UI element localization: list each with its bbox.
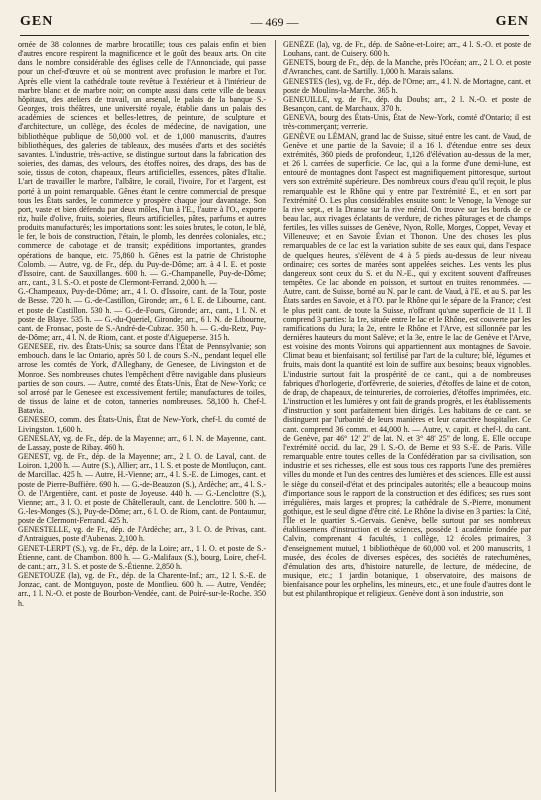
dictionary-entry: GENET-LERPT (S.), vg. de Fr., dép. de la Loire; arr., 1 l. O. et poste de S.-Étienne, cant. de Chambon. 800 h. — G.-Malifaux (S.), bourg, Loire, chef-l. de cant.; arr., 3 l. S. et poste de S.-Étienne. 2,850 h.	[18, 543, 266, 571]
dictionary-entry: ornée de 38 colonnes de marbre brocatille; tous ces palais enfin et bien d'autres encore respirent la magnificence et le goût des beaux arts. On cite dans le nombre considérable des églises celle de l'Annonciade, qui passe pour un chef-d'œuvre et où se montrent avec profusion le marbre et l'or. Après elle vient la cathédrale toute revêtue à l'extérieur et à l'intérieur de marbre blanc et de marbre noir; on compte aussi dans cette ville de beaux hôpitaux, des ateliers de travail, un arsenal, le palais de la banque S.-Georges, trois théâtres, une université royale, établie dans un palais des académies de sciences et belles-lettres, de peinture, de sculpture et d'architecture, un collège, des écoles de médecine, de navigation, une bibliothèque publique de 50,000 vol. et de 1,000 manuscrits, d'autres bibliothèques, des galeries de tableaux, des musées d'arts et des sociétés savantes. L'industrie, très-active, se distingue surtout dans la fabrication des soieries, des damas, des velours, des étoffes noires, des draps, des bas de soie, tissus de coton, chapeaux, fleurs artificielles, essences, pâtes d'Italie. L'art de travailler le marbre, l'albâtre, le corail, l'ivoire, l'or et l'argent, est porté à un point remarquable. Gênes étant le centre commercial de presque tous les États sardes, le commerce y prospère chaque jour davantage. Son port, vaste et bien défendu par deux môles, l'un à l'E., l'autre à l'O., exporte riz, huile d'olive, fruits, soieries, fleurs artificielles, pâtes, parfums et autres produits manufacturés; les importations sont: les soies brutes, le coton, le blé, le fer, le bois de construction, l'étain, le plomb, les denrées coloniales, etc.; commerce de cabotage et de transit; expéditions importantes, grandes opérations de banque, etc. 75,860 h. Gênes est la patrie de Christophe Colomb. — Autre, vg. de Fr., dép. du Puy-de-Dôme; arr. à 4 l. E. et poste d'Issoire, cant. de Sauxillanges. 600 h. — G.-Champanelle, Puy-de-Dôme; arr., cant., 3 l. S.-O. et poste de Clermont-Ferrand. 2,000 h. —	[18, 40, 266, 288]
dictionary-entry: GENÈZE (la), vg. de Fr., dép. de Saône-et-Loire; arr., 4 l. S.-O. et poste de Louhans, cant. de Cuisery. 600 h.	[283, 40, 531, 59]
dictionary-entry: GENESEE, riv. des États-Unis; sa source dans l'État de Pennsylvanie; son embouch. dans le lac Ontario, après 50 l. de cours S.-N., pendant lequel elle arrose les comtés de York, d'Alleghany, de Genesee, de Livingston et de Monroe. Ses nombreuses chutes l'empêchent d'être navigable dans plusieurs parties de son cours. — Autre, comté des États-Unis, État de New-York; ce sol arrosé par le Genesee est excessivement fertile; manufactures de toiles, de tissus de laine et de coton, tanneries nombreuses. 58,100 h. Chef-l. Batavia.	[18, 342, 266, 416]
page-header	[20, 14, 529, 32]
dictionary-entry: GENESEO, comm. des États-Unis, État de New-York, chef-l. du comté de Livingston. 1,600 h.	[18, 415, 266, 434]
column-divider	[275, 40, 276, 792]
dictionary-entry: GENÈVE ou LÉMAN, grand lac de Suisse, situé entre les cant. de Vaud, de Genève et une partie de la Savoie; il a 16 l. d'étendue entre ses deux extrémités, 360 pieds de profondeur, 1,126 d'élévation au-dessus de la mer, et 26 l. carrées de superficie. Ce lac, qui a la forme d'une demi-lune, est entouré de montagnes dont l'aspect est magnifiquement pittoresque, surtout vers son extrémité supérieure. Des nombreux cours d'eau qu'il reçoit, le plus remarquable est le Rhône qui y entre par l'extrémité E., et en sort par l'extrémité O. Les plus considérables ensuite sont: le Venoge, la Venoge sur la rive sept., et la Dranse sur la rive mérid. On trouve sur les bords de ce beau lac, aux rivages éclatants de verdure, de riches pâturages et de champs fertiles, les villes suisses de Genève, Nyon, Rolle, Morges, Coppet, Vevay et Villeneuve; et en Savoie Évian et Thonon. Une des choses les plus remarquables de ce lac est la variation subite de ses eaux qui, dans l'espace de quelques heures, s'élèvent de 4 à 5 pieds au-dessus de leur niveau ordinaire; ces sortes de marées sont appelées seiches. Les vents les plus dangereux sont ceux du S. et du N.-E., qui y excitent souvent d'affreuses tempêtes. Ce lac abonde en poisson, et surtout en truites renommées. — Autre, cant. de Suisse, borné au N. par le cant. de Vaud, à l'E. et au S. par les États sardes en Savoie, et à l'O. par le Rhône qui le sépare de la France; c'est le plus petit cant. de toute la Suisse, n'offrant qu'une superficie de 11 l. Il comprend 3 parties: la 1re, située entre le lac et le Rhône, est couverte par les ramifications du Jura; la 2e, entre le Rhône et l'Arve, est sillonnée par les dernières hauteurs du mont Salève; et la 3e, entre le lac de Genève et l'Arve, est voisine des monts Voirons qui appartiennent aux montagnes de Savoie. Climat beau et bienfaisant; sol fertilisé par l'art de la culture; blé, légumes et fruits, mais dont la quantité est loin de suffire aux besoins; beaux vignobles. L'industrie surtout fait la prospérité de ce cant., qui a de nombreuses fabriques d'horlogerie, d'orfèvrerie, de soieries, d'étoffes de laine et de coton, de drap, de chapeaux, de teintureries, de corroieries, d'étoffes imprimées, etc. L'instruction et les lumières y ont fait de grands progrès, et les établissements d'instruction y sont parfaitement bien dirigés. Les habitans de ce cant. se distinguent par l'urbanité de leurs manières et leur caractère hospitalier. Ce cant. comprend 36 comm. et 44,000 h. — Autre, v. capit. et chef-l. du cant. de Genève, par 46° 12' 2" de lat. N. et 3° 48' 25" de long. E. Elle occupe l'extrémité occid. du lac, 29 l. S.-O. de Berne et 93 S.-E. de Paris. Ville remarquable entre toutes celles de la Confédération par sa civilisation, son industrie et ses richesses, elle est sous tous ces rapports l'une des premières villes du monde et l'un des centres des lumières et des sciences. Elle est aussi le siège du conseil-d'état et des principales autorités; elle a beaucoup moins d'importance sous le rapport de la construction et des édifices; ses rues sont irrégulières, mais larges et propres; la cathédrale de S.-Pierre, monument gothique, est le seul digne d'être cité. Le Rhône la divise en 3 parties: la Cité, l'Île et le quartier S.-Gervais. Genève, belle surtout par ses nombreux établissemens d'instruction et de sciences, possède 1 académie fondée par Calvin, comprenant 4 facultés, 1 collège, 12 écoles primaires, 3 d'enseignement mutuel, 1 bibliothèque de 60,000 vol. et 200 manuscrits, 1 musée, des écoles de diverses espèces, des sociétés de ratechumènes, d'émulation des arts, d'histoire naturelle, de lecture, de médecine, de musique, etc.; 1 jardin botanique, 1 observatoire, des maisons de bienfaisance pour les orphelins, les mineurs, etc., et une foule d'autres dont le but est philanthropique et religieux. Genève dont à son industrie, son	[283, 131, 531, 599]
dictionary-entry: GENEVA, bourg des États-Unis, État de New-York, comté d'Ontario; il est très-commerçant; verrerie.	[283, 113, 531, 132]
header-left-running-head: GEN	[20, 14, 54, 29]
header-page-number: — 469 —	[250, 15, 299, 29]
dictionary-entry: GENESLAY, vg. de Fr., dép. de la Mayenne; arr., 6 l. N. de Mayenne, cant. de Lassay, poste de Ribay. 460 h.	[18, 433, 266, 452]
left-column	[18, 40, 266, 792]
dictionary-entry: GENEST, vg. de Fr., dép. de la Mayenne; arr., 2 l. O. de Laval, cant. de Loiron. 1,200 h. — Autre (S.), Allier; arr., 1 l. S. et poste de Montluçon, cant. de Marcillac. 425 h. — Autre, H.-Vienne; arr., 4 l. S.-E. de Limoges, cant. et poste de Pierre-Buffière. 690 h. — G.-de-Beauzon (S.), Ardèche; arr., 4 l. S.-O. de l'Argentière, cant. et poste de Joyeuse. 440 h. — G.-Lenclottre (S.), Vienne; arr., 3 l. O. et poste de Châtellerault, cant. de Lenclottre. 500 h. — G.-les-Monges (S.), Puy-de-Dôme; arr., 6 l. O. de Riom, cant. de Pontaumur, poste de Clermont-Ferrand. 425 h.	[18, 452, 266, 526]
dictionary-entry: GENETS, bourg de Fr., dép. de la Manche, près l'Océan; arr., 2 l. O. et poste d'Avranches, cant. de Sartilly. 1,000 h. Marais salans.	[283, 58, 531, 77]
header-right-running-head: GEN	[495, 14, 529, 29]
right-column	[283, 40, 531, 792]
dictionary-entry: GENESTELLE, vg. de Fr., dép. de l'Ardèche; arr., 3 l. O. de Privas, cant. d'Antraigues, poste d'Aubenas. 2,100 h.	[18, 525, 266, 544]
dictionary-entry: G.-Champeaux, Puy-de-Dôme; arr., 4 l. O. d'Issoire, cant. de la Tour, poste de Besse. 720 h. — G.-de-Castillon, Gironde; arr., 6 l. E. de Libourne, cant. et poste de Castillon. 530 h. — G.-de-Fours, Gironde; arr., cant., 1 l. N. et poste de Blaye. 535 h. — G.-du-Queriel, Gironde; arr., 6 l. N. de Libourne, cant. de Fronsac, poste de S.-André-de-Cubzac. 350 h. — G.-du-Retz, Puy-de-Dôme; arr., 4 l. N. de Riom, cant. et poste d'Aigueperse. 315 h.	[18, 287, 266, 342]
dictionary-entry: GENESTES (les), vg. de Fr., dép. de l'Orne; arr., 4 l. N. de Mortagne, cant. et poste de Moulins-la-Marche. 365 h.	[283, 76, 531, 95]
dictionary-entry: GENETOUZE (la), vg. de Fr., dép. de la Charente-Inf.; arr., 12 l. S.-E. de Jonzac, cant. de Montguyon, poste de Montlieu. 600 h. — Autre, Vendée; arr., 1 l. N.-O. et poste de Bourbon-Vendée, cant. de Poiré-sur-le-Roche. 350 h.	[18, 571, 266, 608]
header-rule	[20, 35, 529, 36]
dictionary-entry: GENEUILLE, vg. de Fr., dép. du Doubs; arr., 2 l. N.-O. et poste de Besançon, cant. de Marchaux. 370 h.	[283, 94, 531, 114]
